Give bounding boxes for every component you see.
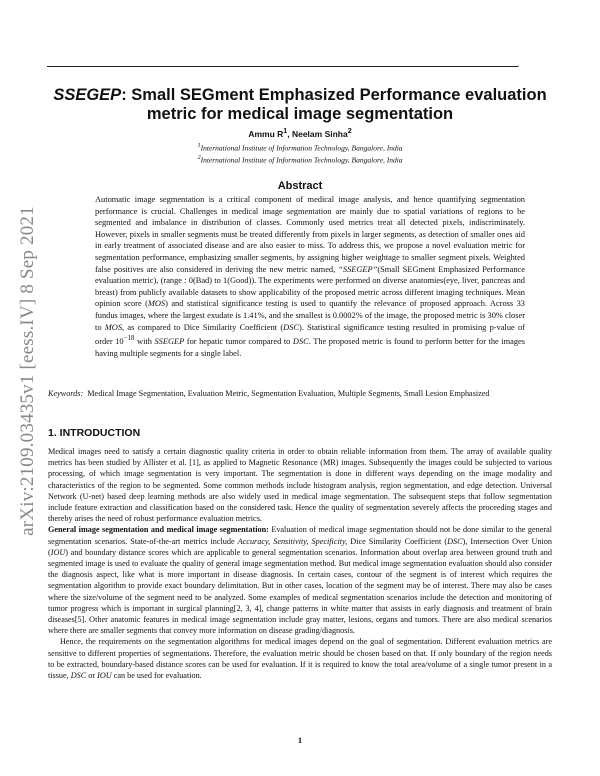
aff-text: International Institute of Information Technology, Bangalore, India xyxy=(200,143,403,153)
abs-italic: MOS xyxy=(147,299,166,309)
authors xyxy=(0,127,600,139)
abs-italic: MOS xyxy=(104,322,123,332)
abs-text: Automatic image segmentation is a critical component of medical image analysis, and hence quantifying segmentation performance is crucial. Challenges in medical image segmentation are mainly due to spatial variations of regions to be segmented and imbalance in distribution of classes. Commonly used metrics treat all detected pixels, indiscriminately. However, pixels in smaller segments must be treated differently from pixels in larger segments, as detection of smaller ones aid in early treatment of associated disease and are also easier to miss. To address this, we propose a novel evaluation metric for segmentation performance, emphasizing smaller segments, by assigning higher weightage to smaller segment pixels. Weighted false positives are also considered in deriving the new metric named, xyxy=(95,195,525,274)
author-2-sup: 2 xyxy=(347,127,352,135)
introduction-body xyxy=(48,446,552,681)
paper-title xyxy=(40,86,560,124)
intro-text: ), Intersection Over Union ( xyxy=(48,536,552,557)
intro-text: ) and boundary distance scores which are applicable to general segmentation scenarios. Information about overlap area between ground truth and segmented image is used to evaluate the quality of general image segmentation method. But medical image segmentation evaluation should also consider the diagnosis aspect, like what is more important in disease diagnosis. In certain cases, contour of the segment is of interest which requires the segmentation algorithm to provide exact boundary delimitation. But in other cases, location of the segment may be of interest. There may also be cases where the size/volume of the segment need to be analyzed. Some examples of medical segmentation scenarios include the detection and monitoring of tumor progress which is important in surgical planning[2, 3, 4], change patterns in white matter that assists in early diagnosis and treatment of brain diseases[5]. Other anatomic features in medical image segmentation include gray matter, lesions, organs and tumors. There are also medical scenarios where there are smaller segments that convey more information on disease grading/diagnosis. xyxy=(48,547,552,636)
intro-italic: DSC xyxy=(70,671,87,681)
abs-text: for hepatic tumor compared to xyxy=(184,336,293,346)
section-heading: 1. INTRODUCTION xyxy=(48,427,141,439)
affiliation-1 xyxy=(0,142,600,153)
aff-sup: 2 xyxy=(197,154,201,161)
aff-text: International Institute of Information Technology, Bangalore, India xyxy=(200,155,403,165)
intro-italic: Accuracy, Sensitivity, Specificity, xyxy=(237,536,348,546)
intro-italic: DSC xyxy=(447,536,463,546)
intro-paragraph-2 xyxy=(48,524,552,636)
author-sep: , xyxy=(287,128,292,139)
keywords-label: Keywords: xyxy=(48,389,84,398)
abs-text: , as compared to Dice Similarity Coefficient ( xyxy=(122,322,284,332)
intro-text: Hence, the requirements on the segmentation algorithms for medical images depend on the goal of segmentation. Different evaluation metrics are sensitive to different properties of segmentations. Therefore, the evaluation metric should be chosen based on that. If only boundary of the region needs to be extracted, boundary-based distance scores can be used for evaluation. If it is required to know the total area/volume of a single tumor present in a tissue, xyxy=(48,637,552,681)
header-rule xyxy=(47,66,518,67)
abs-sup: −18 xyxy=(123,334,135,343)
author-1: Ammu R xyxy=(248,128,284,139)
keywords-text: Medical Image Segmentation, Evaluation Metric, Segmentation Evaluation, Multiple Segments, Small Lesion Emphasized xyxy=(87,389,490,398)
abs-italic: DSC xyxy=(283,322,299,332)
abs-text: . The proposed metric is found to perform better for the images having multiple segments for a single label. xyxy=(95,336,525,358)
arxiv-identifier: arXiv:2109.03435v1 [eess.IV] 8 Sep 2021 xyxy=(17,206,38,536)
page-number: 1 xyxy=(297,735,303,745)
intro-text: Dice Similarity Coefficient ( xyxy=(347,536,448,546)
intro-text: Evaluation of medical image segmentation should not be done similar to the general segmentation scenarios. State-of-the-art metrics include xyxy=(48,525,552,546)
author-1-sup: 1 xyxy=(283,127,288,135)
intro-text: or xyxy=(86,671,98,681)
intro-paragraph-1: Medical images need to satisfy a certain diagnostic quality criteria in order to obtain reliable information from them. The array of available quality metrics has been studied by Allister et al. [1], as applied to Magnetic Resonance (MR) images. Subsequently the images could be subjected to various processing, of which image segmentation is very important. The segmentation is done in different ways depending on the image modality and characteristics of the region to be segmented. Some common methods include histogram analysis, region segmentation, and edge detection. Universal Network (U-net) based deep learning methods are also widely used in medical image segmentation. The subsequent steps that follow segmentation include feature extraction and classification based on the considered task. Hence the quality of segmentation severely affects the proceeding stages and thereby arises the need of robust performance evaluation metrics. xyxy=(48,447,552,524)
intro-italic: IOU xyxy=(50,547,66,557)
abstract-body xyxy=(95,194,525,359)
title-acronym: SSEGEP xyxy=(53,86,122,104)
title-text: : Small SEGment Emphasized Performance evaluation metric for medical image segmentation xyxy=(121,86,547,123)
intro-paragraph-3 xyxy=(48,636,552,681)
intro-text: can be used for evaluation. xyxy=(111,671,202,681)
abs-text: ) and statistical significance testing is used to quantify the relevance of proposed approach. Across 33 fundus images, where the largest exudate is 1.41%, and the smallest is 0.0002% of the image, the proposed metric is 30% closer to xyxy=(95,299,525,332)
intro-italic: IOU xyxy=(97,671,112,681)
header-mark: , xyxy=(518,62,520,68)
abstract-heading: Abstract xyxy=(277,180,323,192)
intro-bold: General image segmentation and medical image segmentation: xyxy=(48,525,269,535)
abs-italic: “SSEGEP” xyxy=(338,264,378,274)
abs-italic: DSC xyxy=(292,336,309,346)
author-2: Neelam Sinha xyxy=(291,128,348,139)
affiliation-2 xyxy=(0,154,600,165)
abs-text: with xyxy=(134,336,155,346)
keywords xyxy=(48,388,548,399)
aff-sup: 1 xyxy=(197,142,201,149)
abs-italic: SSEGEP xyxy=(154,336,185,346)
abs-text: ). Statistical significance testing resulted in promising p-value of order 10 xyxy=(95,322,525,346)
abs-text: (Small SEGment Emphasized Performance evaluation metric), (range : 0(Bad) to 1(Good)). The experiments were performed on diverse anatomies(eye, liver, pancreas and breast) from publicly available datasets to show applicability of the proposed metric across different imaging techniques. Mean opinion score ( xyxy=(95,264,525,309)
